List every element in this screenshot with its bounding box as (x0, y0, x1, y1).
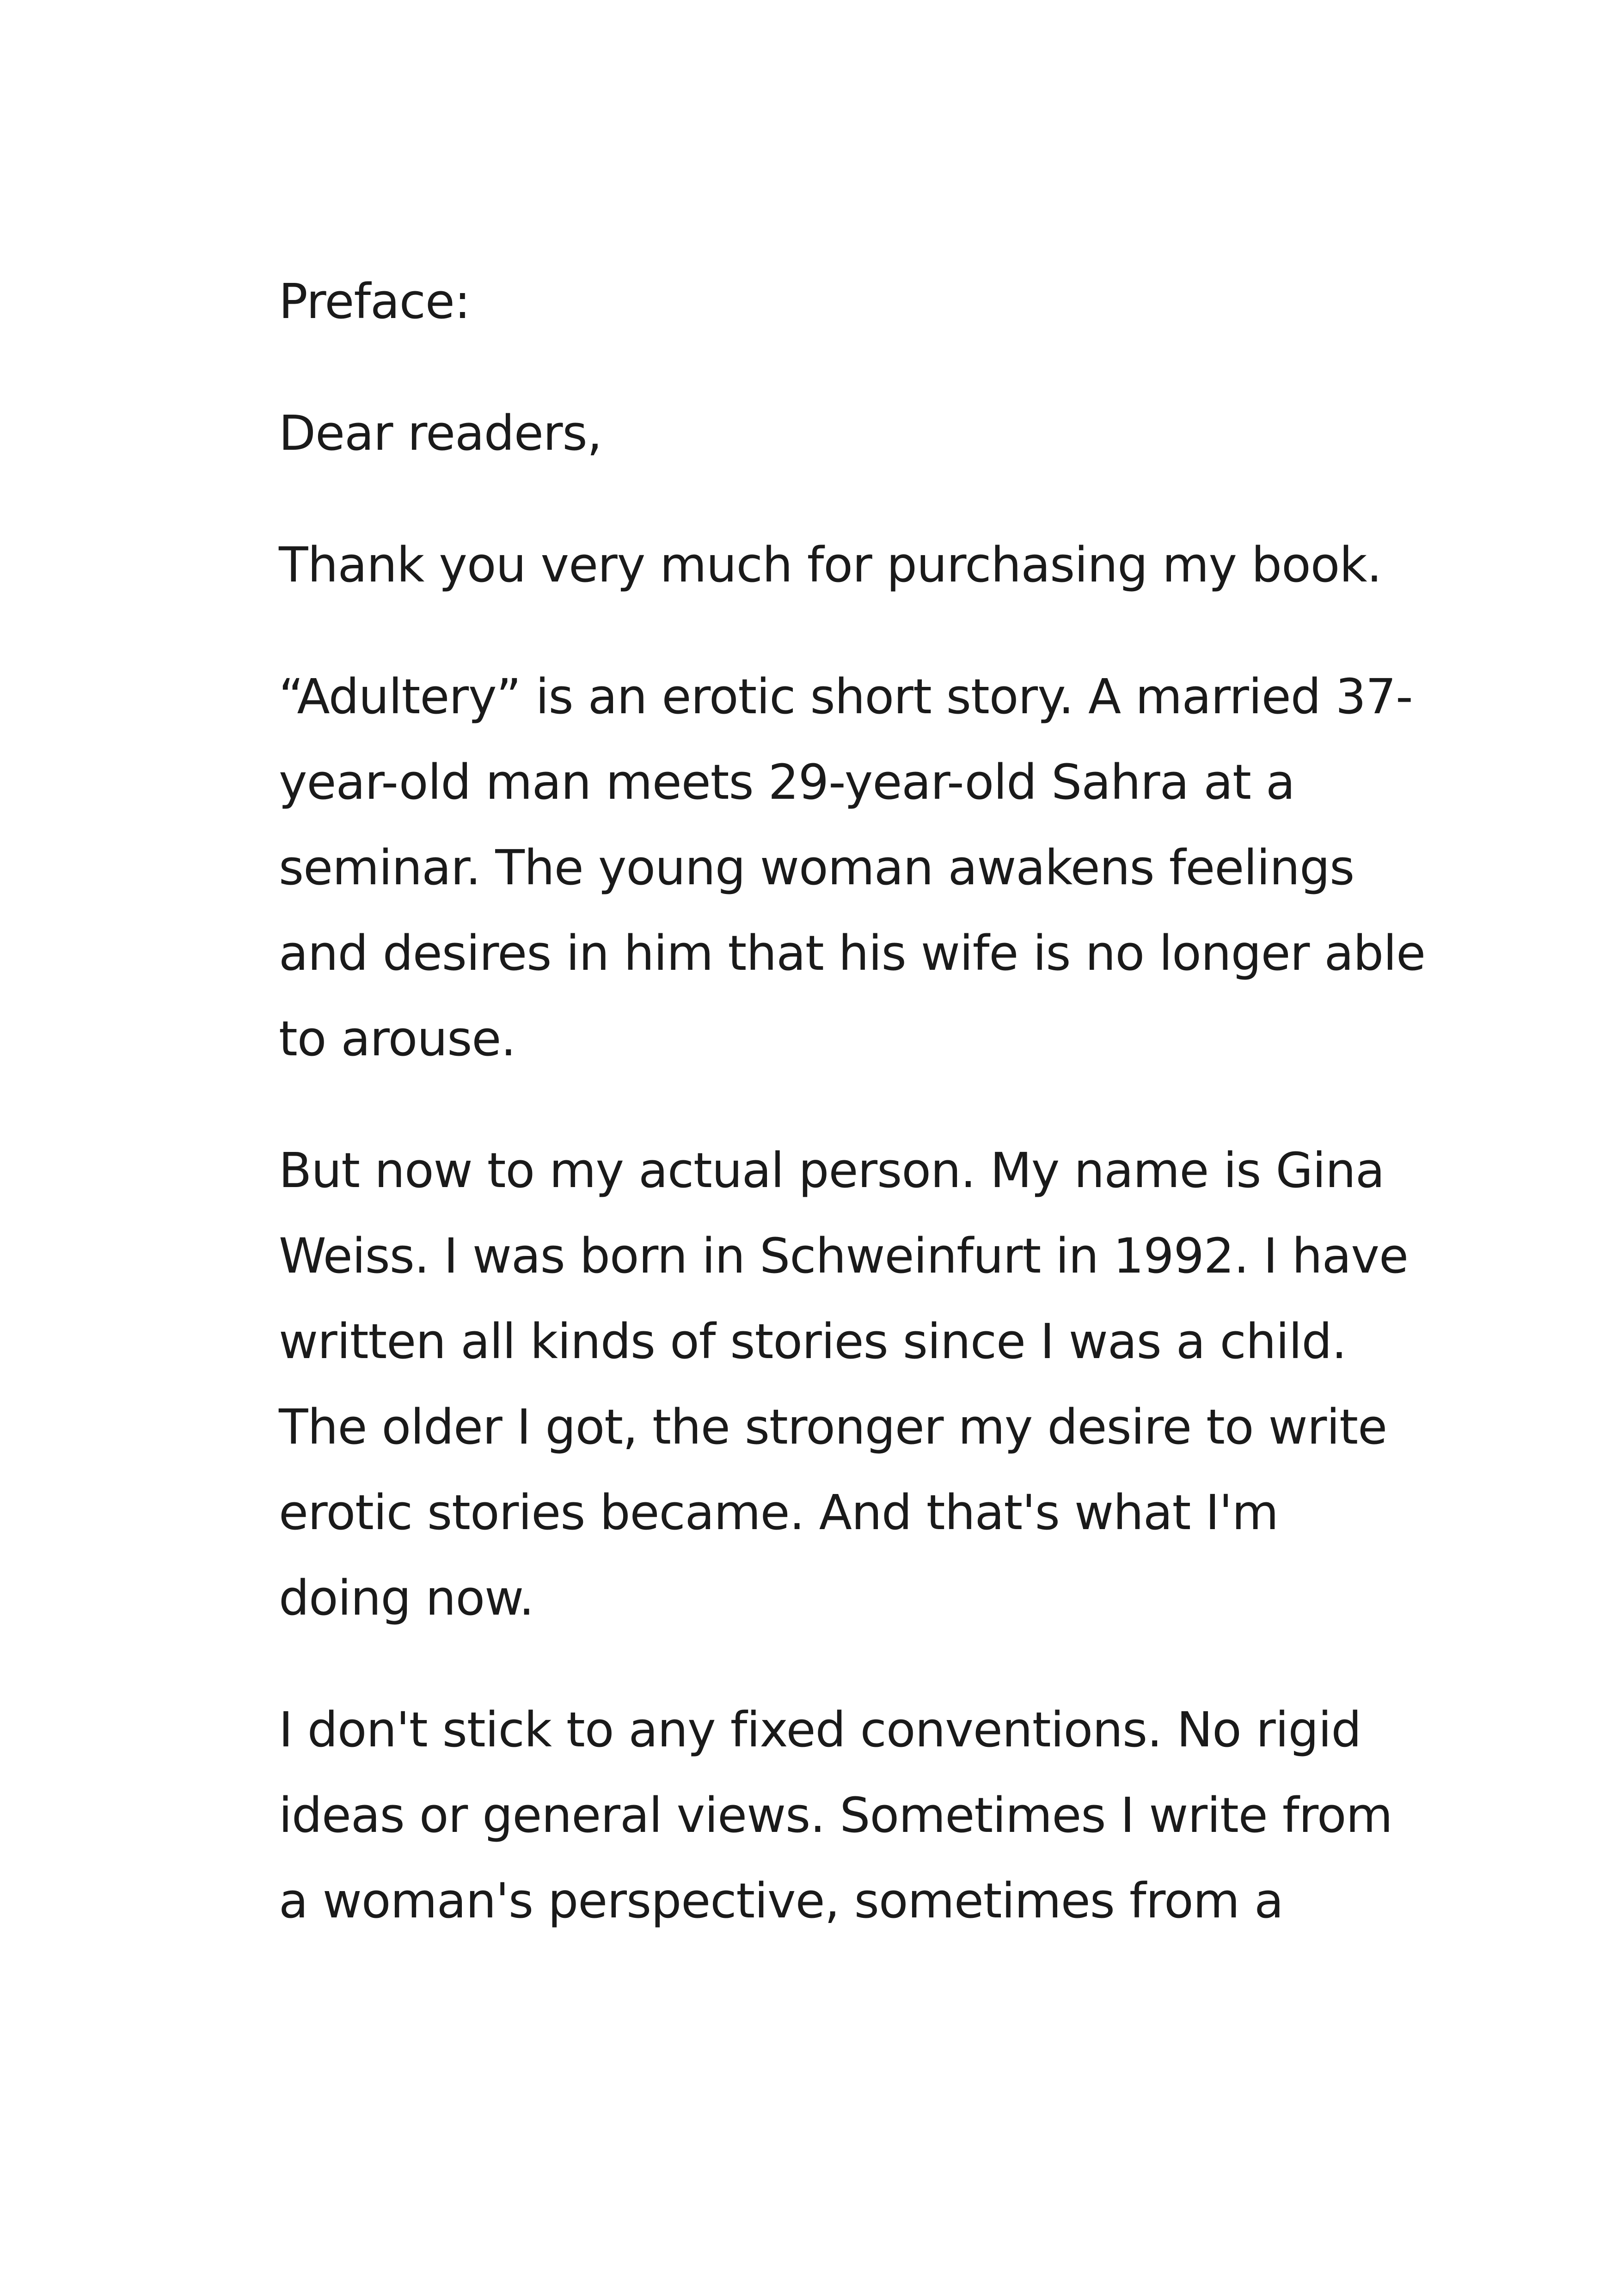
text-line: to arouse. (279, 1010, 516, 1067)
text-line: year-old man meets 29-year-old Sahra at a (279, 754, 1295, 810)
paragraph-conventions (279, 1687, 1397, 1944)
paragraph-author-bio (279, 1128, 1408, 1641)
text-line: doing now. (279, 1570, 534, 1626)
text-line: erotic stories became. And that's what I'm (279, 1484, 1279, 1541)
text-line: written all kinds of stories since I was a child. (279, 1313, 1347, 1370)
preface-text (279, 259, 1426, 1990)
text-line: Thank you very much for purchasing my book. (279, 537, 1382, 593)
text-line: and desires in him that his wife is no longer able (279, 925, 1426, 981)
text-line: The older I got, the stronger my desire to write (279, 1399, 1387, 1455)
text-line: I don't stick to any fixed conventions. No rigid (279, 1702, 1361, 1758)
text-line: a woman's perspective, sometimes from a (279, 1873, 1283, 1929)
preface-heading: Preface: (279, 273, 470, 330)
paragraph-thanks (279, 522, 1397, 608)
text-line: But now to my actual person. My name is Gina (279, 1142, 1385, 1199)
paragraph-story-summary (279, 654, 1426, 1082)
text-line: seminar. The young woman awakens feelings (279, 839, 1354, 896)
greeting: Dear readers, (279, 405, 602, 461)
text-line: “Adultery” is an erotic short story. A married 37- (279, 668, 1413, 725)
text-line: ideas or general views. Sometimes I write from (279, 1787, 1392, 1843)
text-line: Weiss. I was born in Schweinfurt in 1992. I have (279, 1228, 1408, 1284)
